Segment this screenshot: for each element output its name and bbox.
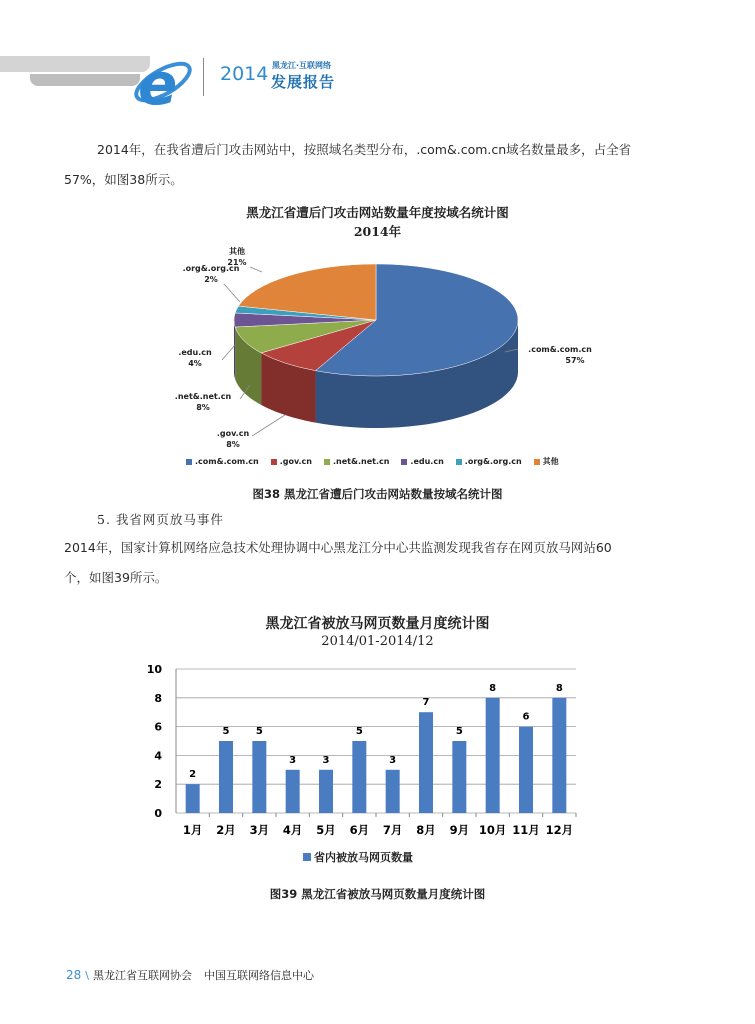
data-label: 5 (222, 726, 230, 737)
legend-label: 省内被放马网页数量 (314, 851, 413, 864)
figure-caption: 图38 黑龙江省遭后门攻击网站数量按域名统计图 (252, 487, 503, 501)
data-label: 5 (255, 726, 263, 737)
bar-6月 (352, 741, 366, 813)
y-tick-label: 10 (146, 663, 162, 676)
bar-legend (303, 849, 413, 865)
bar-4月 (286, 770, 300, 813)
pie-label: 其他 21% (227, 247, 247, 267)
legend-label: .com&.com.cn (195, 457, 259, 466)
bar-8月 (419, 712, 433, 813)
paragraph-line: 2014年，国家计算机网络应急技术处理协调中心黑龙江分中心共监测发现我省存在网页放马网站60 (64, 540, 612, 555)
pie-label: .net&.net.cn 8% (174, 392, 232, 412)
pie-subtitle: 2014年 (353, 224, 402, 239)
x-tick-label: 9月 (449, 823, 470, 837)
data-label: 5 (455, 726, 463, 737)
x-tick-label: 2月 (216, 823, 236, 837)
footer-org: 黑龙江省互联网协会 (93, 969, 192, 982)
legend-label: .net&.net.cn (333, 457, 390, 466)
bar-2月 (219, 741, 233, 813)
y-tick-label: 0 (154, 807, 162, 820)
page-number: 28 (66, 968, 82, 982)
section-heading: 5. 我省网页放马事件 (97, 512, 224, 527)
x-tick-label: 12月 (545, 823, 574, 837)
data-label: 7 (422, 697, 430, 709)
data-label: 3 (389, 754, 397, 766)
paragraph-line: 2014年，在我省遭后门攻击网站中，按照域名类型分布，.com&.com.cn域名数量最多，占全省 (97, 142, 632, 157)
data-label: 8 (489, 682, 497, 694)
legend-label: 其他 (542, 457, 559, 466)
paragraph-line: 57%，如图38所示。 (64, 172, 183, 187)
bar-9月 (452, 741, 466, 813)
bar-7月 (386, 770, 400, 813)
legend-swatch (303, 853, 311, 861)
pie-label: .com&.com.cn 57% (528, 345, 592, 365)
bar-10月 (486, 698, 500, 813)
bar-5月 (319, 770, 333, 813)
pie-label: .edu.cn 4% (178, 348, 212, 368)
footer-separator: \ (85, 968, 89, 982)
x-tick-label: 5月 (316, 823, 336, 837)
header-year: 2014 (220, 63, 269, 85)
header-big-title: 发展报告 (271, 73, 336, 91)
bar-1月 (186, 784, 200, 813)
y-tick-label: 4 (154, 749, 162, 763)
pie-title: 黑龙江省遭后门攻击网站数量年度按域名统计图 (246, 205, 509, 220)
legend-label: .org&.org.cn (464, 457, 522, 466)
pie-label: .org&.org.cn 2% (182, 264, 240, 284)
y-tick-label: 2 (154, 778, 162, 792)
x-tick-label: 1月 (182, 823, 203, 837)
bar-3月 (252, 741, 266, 813)
bar-title: 黑龙江省被放马网页数量月度统计图 (265, 616, 490, 632)
x-tick-label: 8月 (416, 823, 436, 837)
data-label: 3 (322, 754, 330, 766)
header-small-title: 黑龙江·互联网络 (272, 61, 332, 70)
y-tick-label: 8 (154, 691, 162, 705)
x-tick-label: 11月 (512, 823, 540, 837)
footer-org: 中国互联网络信息中心 (204, 969, 314, 982)
x-tick-label: 6月 (349, 823, 370, 837)
y-tick-label: 6 (154, 720, 162, 734)
svg-text:e: e (138, 50, 178, 116)
paragraph-line: 个，如图39所示。 (64, 570, 168, 585)
data-label: 5 (355, 726, 363, 737)
x-tick-label: 7月 (382, 823, 403, 837)
data-label: 8 (555, 682, 563, 694)
bar-12月 (552, 698, 566, 813)
x-tick-label: 3月 (249, 823, 270, 837)
figure-caption: 图39 黑龙江省被放马网页数量月度统计图 (269, 887, 486, 901)
x-tick-label: 10月 (478, 823, 507, 837)
legend-label: .edu.cn (410, 457, 444, 466)
legend-label: .gov.cn (279, 457, 312, 466)
data-label: 6 (522, 711, 530, 723)
data-label: 3 (289, 754, 297, 766)
pie-label: .gov.cn 8% (216, 429, 250, 449)
data-label: 2 (189, 769, 197, 781)
bar-11月 (519, 727, 533, 813)
x-tick-label: 4月 (282, 823, 303, 837)
footer (66, 967, 314, 983)
bar-subtitle: 2014/01-2014/12 (321, 634, 434, 649)
